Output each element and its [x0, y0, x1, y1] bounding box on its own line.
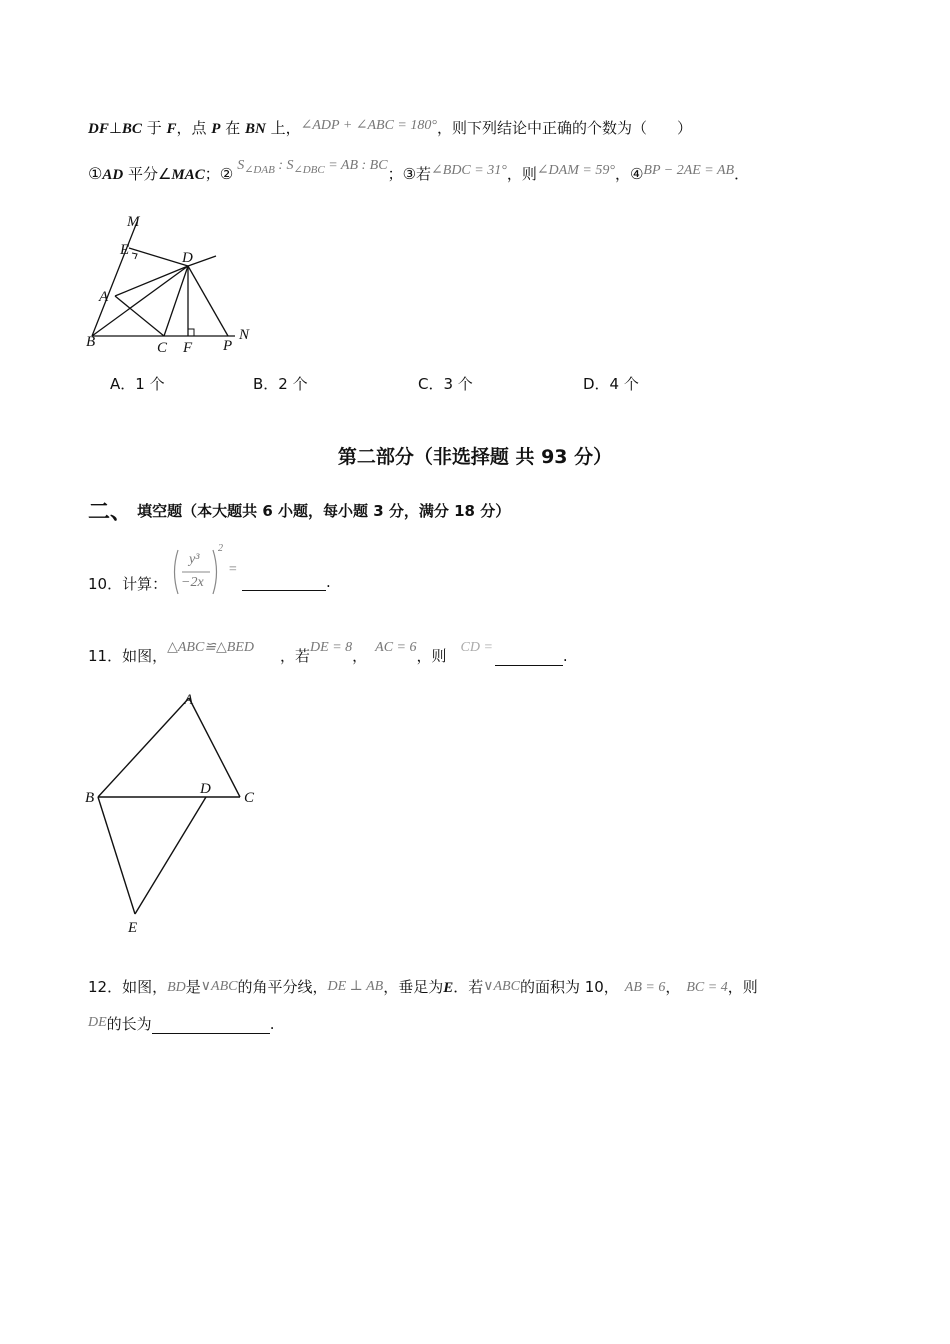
q9-shang: 上， [265, 119, 301, 137]
q10-exponent: 2 [218, 543, 223, 554]
line-dp [188, 266, 228, 336]
fig11-label-b: B [85, 790, 95, 806]
fig11-label-a: A [184, 692, 194, 708]
q12-text6: 的面积为 10， [519, 978, 619, 996]
q9-s1-num: ① [88, 164, 103, 183]
q9-mac: MAC [171, 167, 205, 183]
q9-s3-pre: ；③若 [387, 165, 432, 183]
q9-bn: BN [245, 121, 266, 137]
q9-s4-end: ． [734, 165, 750, 183]
q12-end: . [269, 1015, 275, 1033]
q12-de: DE [88, 1015, 107, 1030]
q9-line2 [88, 158, 750, 186]
section-num: 二、 [88, 500, 133, 525]
q11-text4: ，则 [416, 647, 447, 665]
q10-numerator: y³ [189, 552, 200, 567]
label-a: A [99, 289, 109, 305]
label-d: D [182, 250, 193, 266]
q9-f: F [166, 121, 177, 137]
q12-num: 12．如图， [88, 978, 168, 996]
q12-ab: AB = 6 [624, 980, 666, 995]
q9-bp-eq: BP − 2AE = AB [643, 163, 735, 178]
q12-line1 [88, 976, 758, 997]
q9-dam-angle: ∠DAM = 59° [536, 163, 615, 178]
fig11-label-c: C [244, 790, 255, 806]
q11-ac: AC = 6 [375, 640, 417, 655]
label-f: F [183, 340, 193, 356]
q9-option-d[interactable]: D．4 个 [583, 375, 639, 393]
q9-df: DF [88, 121, 109, 137]
q9-area-ratio: $S_{\angle DAB}$ : $S_{\angle DBC}$ = AB : BC [237, 158, 388, 176]
q11-line [88, 640, 568, 666]
q12-de-perp: DE ⊥ AB [327, 979, 384, 994]
label-n: N [239, 327, 250, 343]
q11-de: DE = 8 [310, 640, 353, 655]
label-p: P [223, 338, 233, 354]
q11-end: . [562, 647, 568, 665]
q11-num: 11．如图， [88, 647, 168, 665]
q10-answer [242, 573, 331, 591]
right-angle-e [132, 253, 137, 259]
q9-zai: 在 [220, 119, 245, 137]
q9-s2-num: ；② [204, 165, 234, 183]
q9-option-b[interactable]: B．2 个 [253, 375, 308, 393]
q9-question: ，则下列结论中正确的个数为（ ） [436, 119, 692, 137]
q12-bd: BD [167, 980, 186, 995]
part2-title: 第二部分（非选择题 共 93 分） [337, 446, 613, 468]
fig11-label-e: E [128, 920, 138, 936]
line-ad [115, 266, 188, 296]
q11-congruence: △ABC≌△BED [167, 640, 255, 655]
q11-figure [82, 686, 272, 938]
q10-num: 10．计算： [88, 575, 168, 593]
q12-text9: 的长为 [106, 1015, 152, 1033]
q9-option-c[interactable]: C．3 个 [418, 375, 473, 393]
q9-ad: AD [102, 167, 124, 183]
section-heading [88, 495, 510, 526]
q12-text4: ，垂足为 [383, 978, 444, 996]
q10-blank[interactable] [242, 574, 326, 591]
q10-expression [170, 543, 244, 598]
q12-tri-abc-2: ∨ABC [483, 979, 520, 994]
label-b: B [86, 334, 96, 350]
q12-text2: 是 [185, 978, 201, 996]
line-ed [129, 248, 188, 266]
q9-p: P [211, 121, 221, 137]
q12-bc: BC = 4 [686, 980, 728, 995]
q12-e: E [443, 980, 454, 996]
q9-line1 [88, 117, 692, 138]
line-ed [135, 797, 206, 914]
line-ab [98, 698, 189, 797]
fig11-label-d: D [200, 781, 211, 797]
line-ac [189, 698, 240, 797]
q9-bc: BC [121, 121, 142, 137]
q12-text7: ， [665, 978, 681, 996]
right-angle-f [188, 329, 194, 336]
q9-dian: ，点 [176, 119, 212, 137]
q12-blank[interactable] [152, 1017, 270, 1034]
q12-tri-abc: ∨ABC [200, 979, 238, 994]
label-e: E [120, 242, 130, 258]
q9-bdc-angle: ∠BDC = 31° [431, 163, 507, 178]
q9-s4-pre: ，④ [614, 165, 644, 183]
q11-text2: ，若 [280, 647, 311, 665]
q12-text3: 的角平分线， [237, 978, 328, 996]
q9-angle-eq: ∠ADP + ∠ABC = 180° [300, 118, 437, 133]
q9-perp: ⊥ [108, 119, 122, 137]
label-m: M [127, 214, 140, 230]
q12-text8: ，则 [727, 978, 758, 996]
q12-line2 [88, 1013, 274, 1034]
q10-equals: = [228, 562, 238, 577]
q10-end: . [326, 573, 331, 591]
q9-figure [80, 208, 270, 358]
q11-text3: ， [352, 647, 368, 665]
q10-denominator: −2x [181, 575, 204, 590]
line-be [98, 797, 135, 914]
q11-cd: CD = [460, 640, 493, 655]
label-c: C [157, 340, 168, 356]
q11-blank[interactable] [495, 649, 563, 666]
q9-option-a[interactable]: A．1 个 [110, 375, 165, 393]
q9-bisect: 平分∠ [123, 165, 172, 183]
q12-text5: ．若 [453, 978, 484, 996]
line-dc [164, 266, 188, 336]
q9-yu: 于 [141, 119, 167, 137]
section-text: 填空题（本大题共 6 小题，每小题 3 分，满分 18 分） [137, 502, 511, 520]
q9-s3-mid: ，则 [506, 165, 537, 183]
